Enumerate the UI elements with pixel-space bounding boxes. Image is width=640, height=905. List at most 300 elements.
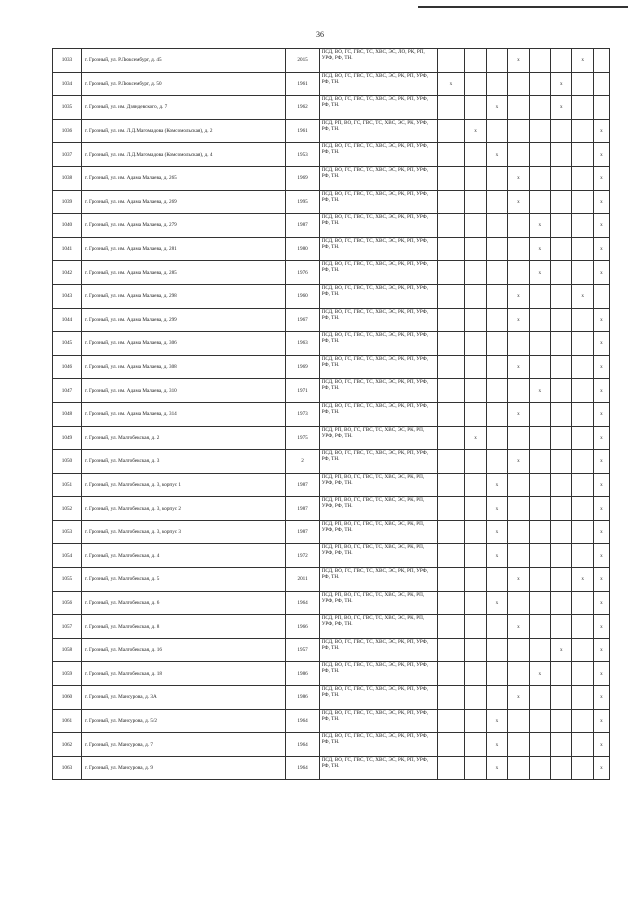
mark-cell [551, 402, 572, 426]
mark-cell: x [486, 497, 507, 521]
mark-cell [465, 497, 486, 521]
mark-cell [529, 143, 550, 167]
year-cell: 1975 [286, 426, 319, 450]
mark-cell [465, 591, 486, 615]
year-cell: 1987 [286, 520, 319, 544]
mark-cell [551, 332, 572, 356]
address-cell: г. Грозный, ул. Малгобекская, д. 3, корпус 2 [81, 497, 286, 521]
mark-cell [529, 615, 550, 639]
mark-cell [529, 497, 550, 521]
mark-cell: x [551, 638, 572, 662]
mark-cell: x [593, 190, 609, 214]
year-cell: 1957 [286, 638, 319, 662]
row-number-cell: 1042 [53, 261, 82, 285]
mark-cell [508, 96, 529, 120]
table-row [53, 497, 610, 521]
mark-cell [572, 402, 593, 426]
works-list-cell: ПСД, ВО, ГС, ГВС, ТС, ХВС, ЭС, РК, РП, УРФ, РФ, ТН. [319, 166, 437, 190]
mark-cell: x [593, 214, 609, 238]
row-number-cell: 1044 [53, 308, 82, 332]
mark-cell [572, 426, 593, 450]
mark-cell [465, 733, 486, 757]
row-number-cell: 1050 [53, 450, 82, 474]
row-number-cell: 1052 [53, 497, 82, 521]
row-number-cell: 1035 [53, 96, 82, 120]
mark-cell: x [593, 450, 609, 474]
mark-cell: x [593, 473, 609, 497]
mark-cell [486, 402, 507, 426]
mark-cell [437, 615, 465, 639]
mark-cell [529, 473, 550, 497]
year-cell: 1964 [286, 591, 319, 615]
mark-cell: x [486, 96, 507, 120]
mark-cell: x [486, 544, 507, 568]
mark-cell [486, 568, 507, 592]
address-cell: г. Грозный, ул. им. Л.Д.Магомадова (Комсомольская), д. 4 [81, 143, 286, 167]
mark-cell [572, 615, 593, 639]
mark-cell [486, 237, 507, 261]
mark-cell [465, 379, 486, 403]
works-list-cell: ПСД, ВО, ГС, ГВС, ТС, ХВС, ЭС, РК, РП, УРФ, РФ, ТН. [319, 638, 437, 662]
year-cell: 1987 [286, 214, 319, 238]
mark-cell [437, 214, 465, 238]
works-list-cell: ПСД, ВО, ГС, ГВС, ТС, ХВС, ЭС, РК, РП, УРФ, РФ, ТН. [319, 709, 437, 733]
mark-cell: x [593, 426, 609, 450]
address-cell: г. Грозный, ул. Малгобекская, д. 3 [81, 450, 286, 474]
mark-cell [486, 72, 507, 96]
mark-cell: x [593, 355, 609, 379]
mark-cell [508, 426, 529, 450]
works-list-cell: ПСД, ВО, ГС, ГВС, ТС, ХВС, ЭС, РК, РП, УРФ, РФ, ТН. [319, 190, 437, 214]
works-list-cell: ПСД, ВО, ГС, ГВС, ТС, ХВС, ЭС, РК, РП, УРФ, РФ, ТН. [319, 379, 437, 403]
works-list-cell: ПСД, ВО, ГС, ГВС, ТС, ХВС, ЭС, РК, РП, УРФ, РФ, ТН. [319, 733, 437, 757]
mark-cell [465, 332, 486, 356]
mark-cell [508, 733, 529, 757]
mark-cell: x [572, 568, 593, 592]
mark-cell [551, 166, 572, 190]
table-row [53, 261, 610, 285]
table-row [53, 733, 610, 757]
mark-cell [437, 591, 465, 615]
mark-cell [551, 190, 572, 214]
mark-cell [551, 520, 572, 544]
mark-cell [572, 143, 593, 167]
mark-cell: x [508, 49, 529, 73]
table-row [53, 662, 610, 686]
mark-cell [572, 638, 593, 662]
year-cell: 1987 [286, 497, 319, 521]
mark-cell [593, 284, 609, 308]
mark-cell: x [593, 143, 609, 167]
works-list-cell: ПСД, ВО, ГС, ГВС, ТС, ХВС, ЭС, РК, РП, УРФ, РФ, ТН. [319, 355, 437, 379]
row-number-cell: 1056 [53, 591, 82, 615]
works-list-cell: ПСД, ВО, ГС, ГВС, ТС, ХВС, ЭС, РК, РП, УРФ, РФ, ТН. [319, 261, 437, 285]
mark-cell [572, 237, 593, 261]
mark-cell [551, 686, 572, 710]
row-number-cell: 1036 [53, 119, 82, 143]
mark-cell [465, 237, 486, 261]
row-number-cell: 1057 [53, 615, 82, 639]
mark-cell [572, 733, 593, 757]
mark-cell [529, 591, 550, 615]
mark-cell [572, 190, 593, 214]
mark-cell [437, 662, 465, 686]
address-cell: г. Грозный, ул. им. Адама Малаева, д. 265 [81, 166, 286, 190]
mark-cell: x [437, 72, 465, 96]
mark-cell [572, 473, 593, 497]
address-cell: г. Грозный, ул. Малгобекская, д. 16 [81, 638, 286, 662]
mark-cell: x [593, 544, 609, 568]
mark-cell [508, 473, 529, 497]
address-cell: г. Грозный, ул. им. Адама Малаева, д. 314 [81, 402, 286, 426]
year-cell: 2 [286, 450, 319, 474]
year-cell: 2015 [286, 49, 319, 73]
mark-cell [486, 119, 507, 143]
mark-cell: x [593, 756, 609, 780]
mark-cell: x [508, 284, 529, 308]
mark-cell: x [551, 96, 572, 120]
mark-cell [437, 96, 465, 120]
mark-cell [508, 520, 529, 544]
mark-cell [551, 756, 572, 780]
works-list-cell: ПСД, ВО, ГС, ГВС, ТС, ХВС, ЭС, РК, РП, УРФ, РФ, ТН. [319, 402, 437, 426]
mark-cell: x [593, 733, 609, 757]
mark-cell [529, 756, 550, 780]
mark-cell [593, 49, 609, 73]
row-number-cell: 1063 [53, 756, 82, 780]
mark-cell [465, 214, 486, 238]
works-list-cell: ПСД, ВО, ГС, ГВС, ТС, ХВС, ЭС, РК, РП, УРФ, РФ, ТН. [319, 214, 437, 238]
mark-cell: x [593, 686, 609, 710]
mark-cell [486, 190, 507, 214]
row-number-cell: 1045 [53, 332, 82, 356]
mark-cell [572, 96, 593, 120]
mark-cell [465, 709, 486, 733]
works-list-cell: ПСД, ВО, ГС, ГВС, ТС, ХВС, ЭС, РК, РП, УРФ, РФ, ТН. [319, 308, 437, 332]
mark-cell [593, 72, 609, 96]
mark-cell [593, 96, 609, 120]
works-list-cell: ПСД, РП, ВО, ГС, ГВС, ТС, ХВС, ЭС, РК, РП, УРФ, РФ, ТН. [319, 473, 437, 497]
row-number-cell: 1061 [53, 709, 82, 733]
mark-cell [572, 119, 593, 143]
table-row [53, 473, 610, 497]
mark-cell [437, 237, 465, 261]
mark-cell [465, 143, 486, 167]
mark-cell [437, 119, 465, 143]
mark-cell [551, 119, 572, 143]
year-cell: 1969 [286, 355, 319, 379]
mark-cell [572, 261, 593, 285]
mark-cell: x [508, 568, 529, 592]
mark-cell [465, 450, 486, 474]
address-cell: г. Грозный, ул. Малгобекская, д. 4 [81, 544, 286, 568]
mark-cell [437, 332, 465, 356]
address-cell: г. Грозный, ул. Мансурова, д. 5/2 [81, 709, 286, 733]
mark-cell [486, 166, 507, 190]
mark-cell: x [486, 756, 507, 780]
year-cell: 1986 [286, 662, 319, 686]
mark-cell [529, 520, 550, 544]
mark-cell [508, 214, 529, 238]
mark-cell [551, 143, 572, 167]
address-cell: г. Грозный, ул. им. Адама Малаева, д. 298 [81, 284, 286, 308]
mark-cell [529, 686, 550, 710]
mark-cell [465, 261, 486, 285]
mark-cell [486, 686, 507, 710]
works-list-cell: ПСД, РП, ВО, ГС, ГВС, ТС, ХВС, ЭС, РК, РП, УРФ, РФ, ТН. [319, 426, 437, 450]
works-list-cell: ПСД, ВО, ГС, ГВС, ТС, ХВС, ЭС, РК, РП, УРФ, РФ, ТН. [319, 568, 437, 592]
mark-cell [572, 662, 593, 686]
mark-cell [529, 190, 550, 214]
mark-cell [465, 520, 486, 544]
mark-cell: x [593, 709, 609, 733]
works-list-cell: ПСД, РП, ВО, ГС, ГВС, ТС, ХВС, ЭС, РК, РП, УРФ, РФ, ТН. [319, 497, 437, 521]
mark-cell [437, 520, 465, 544]
address-cell: г. Грозный, ул. им. Адама Малаева, д. 285 [81, 261, 286, 285]
mark-cell: x [593, 662, 609, 686]
mark-cell: x [529, 379, 550, 403]
year-cell: 1960 [286, 284, 319, 308]
works-list-cell: ПСД, ВО, ГС, ГВС, ТС, ХВС, ЭС, РК, РП, УРФ, РФ, ТН. [319, 686, 437, 710]
mark-cell [486, 355, 507, 379]
year-cell: 1995 [286, 190, 319, 214]
mark-cell: x [508, 615, 529, 639]
mark-cell [551, 49, 572, 73]
row-number-cell: 1058 [53, 638, 82, 662]
mark-cell [508, 544, 529, 568]
row-number-cell: 1033 [53, 49, 82, 73]
table-row [53, 520, 610, 544]
row-number-cell: 1040 [53, 214, 82, 238]
mark-cell [551, 450, 572, 474]
row-number-cell: 1034 [53, 72, 82, 96]
mark-cell [465, 615, 486, 639]
mark-cell [551, 284, 572, 308]
table-row [53, 190, 610, 214]
mark-cell: x [486, 733, 507, 757]
mark-cell: x [465, 119, 486, 143]
mark-cell [486, 426, 507, 450]
table-row [53, 756, 610, 780]
address-cell: г. Грозный, ул. им. Адама Малаева, д. 281 [81, 237, 286, 261]
mark-cell: x [551, 72, 572, 96]
row-number-cell: 1049 [53, 426, 82, 450]
year-cell: 1964 [286, 709, 319, 733]
mark-cell [437, 166, 465, 190]
row-number-cell: 1048 [53, 402, 82, 426]
mark-cell [572, 686, 593, 710]
mark-cell [465, 308, 486, 332]
mark-cell [572, 72, 593, 96]
mark-cell [529, 72, 550, 96]
row-number-cell: 1041 [53, 237, 82, 261]
mark-cell [508, 638, 529, 662]
mark-cell [437, 450, 465, 474]
address-cell: г. Грозный, ул. им. Адама Малаева, д. 306 [81, 332, 286, 356]
mark-cell [551, 379, 572, 403]
year-cell: 1961 [286, 119, 319, 143]
mark-cell [437, 355, 465, 379]
mark-cell [437, 426, 465, 450]
mark-cell [529, 332, 550, 356]
table-row [53, 284, 610, 308]
year-cell: 1963 [286, 332, 319, 356]
mark-cell [437, 544, 465, 568]
mark-cell [486, 332, 507, 356]
mark-cell [551, 426, 572, 450]
year-cell: 1967 [286, 308, 319, 332]
works-list-cell: ПСД, РП, ВО, ГС, ГВС, ТС, ХВС, ЭС, РК, РП, УРФ, РФ, ТН. [319, 615, 437, 639]
works-list-cell: ПСД, ВО, ГС, ГВС, ТС, ХВС, ЭС, РК, РП, УРФ, РФ, ТН. [319, 284, 437, 308]
mark-cell [486, 662, 507, 686]
works-list-cell: ПСД, ВО, ГС, ГВС, ТС, ХВС, ЭС, РК, РП, УРФ, РФ, ТН. [319, 96, 437, 120]
mark-cell [551, 733, 572, 757]
address-cell: г. Грозный, ул. им. Адама Малаева, д. 279 [81, 214, 286, 238]
mark-cell [551, 662, 572, 686]
mark-cell [572, 756, 593, 780]
address-cell: г. Грозный, ул. Р.Люксембург, д. 45 [81, 49, 286, 73]
year-cell: 1961 [286, 72, 319, 96]
table-row [53, 72, 610, 96]
table-row [53, 426, 610, 450]
works-list-cell: ПСД, РП, ВО, ГС, ГВС, ТС, ХВС, ЭС, РК, РП, УРФ, РФ, ТН. [319, 520, 437, 544]
mark-cell [437, 308, 465, 332]
address-cell: г. Грозный, ул. Малгобекская, д. 18 [81, 662, 286, 686]
mark-cell [508, 143, 529, 167]
mark-cell [529, 49, 550, 73]
address-cell: г. Грозный, ул. Малгобекская, д. 5 [81, 568, 286, 592]
row-number-cell: 1039 [53, 190, 82, 214]
works-list-cell: ПСД, ВО, ГС, ГВС, ТС, ХВС, ЭС, РК, РП, УРФ, РФ, ТН. [319, 332, 437, 356]
year-cell: 1953 [286, 143, 319, 167]
table-row [53, 686, 610, 710]
mark-cell [437, 473, 465, 497]
mark-cell [508, 591, 529, 615]
mark-cell [529, 638, 550, 662]
mark-cell [551, 709, 572, 733]
works-list-cell: ПСД, ВО, ГС, ГВС, ТС, ХВС, ЭС, РК, РП, УРФ, РФ, ТН. [319, 237, 437, 261]
mark-cell: x [529, 237, 550, 261]
year-cell: 2011 [286, 568, 319, 592]
mark-cell: x [486, 473, 507, 497]
mark-cell [437, 261, 465, 285]
address-cell: г. Грозный, ул. Малгобекская, д. 2 [81, 426, 286, 450]
mark-cell [465, 96, 486, 120]
address-cell: г. Грозный, ул. Малгобекская, д. 6 [81, 591, 286, 615]
mark-cell [508, 261, 529, 285]
mark-cell: x [593, 402, 609, 426]
mark-cell [551, 355, 572, 379]
mark-cell: x [593, 261, 609, 285]
year-cell: 1971 [286, 379, 319, 403]
table-row [53, 49, 610, 73]
address-cell: г. Грозный, ул. Р.Люксембург, д. 50 [81, 72, 286, 96]
mark-cell [551, 615, 572, 639]
works-list-cell: ПСД, ВО, ГС, ГВС, ТС, ХВС, ЭС, ЛО, РК, РП, УРФ, РФ, ТН. [319, 49, 437, 73]
year-cell: 1987 [286, 473, 319, 497]
table-row [53, 615, 610, 639]
mark-cell [486, 638, 507, 662]
mark-cell [486, 214, 507, 238]
top-rule [418, 6, 628, 8]
mark-cell [529, 733, 550, 757]
address-cell: г. Грозный, ул. Мансурова, д. 7 [81, 733, 286, 757]
row-number-cell: 1059 [53, 662, 82, 686]
year-cell: 1986 [286, 686, 319, 710]
mark-cell: x [572, 49, 593, 73]
mark-cell [437, 568, 465, 592]
address-cell: г. Грозный, ул. им. Адама Малаева, д. 299 [81, 308, 286, 332]
table-row [53, 568, 610, 592]
mark-cell [508, 237, 529, 261]
mark-cell: x [593, 520, 609, 544]
mark-cell [486, 284, 507, 308]
mark-cell [465, 662, 486, 686]
page-number: 36 [316, 30, 324, 39]
mark-cell [529, 568, 550, 592]
mark-cell [529, 426, 550, 450]
table-row [53, 308, 610, 332]
mark-cell [486, 379, 507, 403]
row-number-cell: 1062 [53, 733, 82, 757]
mark-cell: x [486, 709, 507, 733]
mark-cell [529, 450, 550, 474]
mark-cell [508, 709, 529, 733]
mark-cell [572, 450, 593, 474]
table-row [53, 119, 610, 143]
mark-cell [529, 308, 550, 332]
mark-cell [572, 214, 593, 238]
mark-cell [572, 166, 593, 190]
mark-cell [465, 166, 486, 190]
mark-cell: x [529, 261, 550, 285]
mark-cell [465, 544, 486, 568]
table-row [53, 450, 610, 474]
mark-cell [486, 308, 507, 332]
table-row [53, 332, 610, 356]
mark-cell [437, 638, 465, 662]
mark-cell: x [486, 143, 507, 167]
address-cell: г. Грозный, ул. им. Адама Малаева, д. 310 [81, 379, 286, 403]
works-list-cell: ПСД, ВО, ГС, ГВС, ТС, ХВС, ЭС, РК, РП, УРФ, РФ, ТН. [319, 756, 437, 780]
mark-cell: x [593, 166, 609, 190]
mark-cell [529, 709, 550, 733]
table-row [53, 166, 610, 190]
mark-cell: x [593, 638, 609, 662]
mark-cell [437, 756, 465, 780]
mark-cell [437, 709, 465, 733]
row-number-cell: 1046 [53, 355, 82, 379]
works-list-cell: ПСД, ВО, ГС, ГВС, ТС, ХВС, ЭС, РК, РП, УРФ, РФ, ТН. [319, 143, 437, 167]
mark-cell [508, 119, 529, 143]
year-cell: 1980 [286, 237, 319, 261]
mark-cell: x [593, 568, 609, 592]
mark-cell: x [593, 615, 609, 639]
mark-cell [551, 237, 572, 261]
mark-cell [508, 662, 529, 686]
table-row [53, 214, 610, 238]
year-cell: 1962 [286, 96, 319, 120]
mark-cell [437, 686, 465, 710]
mark-cell [572, 544, 593, 568]
mark-cell [437, 284, 465, 308]
mark-cell [529, 166, 550, 190]
mark-cell [551, 473, 572, 497]
mark-cell [508, 379, 529, 403]
mark-cell [572, 709, 593, 733]
mark-cell: x [572, 284, 593, 308]
mark-cell: x [486, 520, 507, 544]
